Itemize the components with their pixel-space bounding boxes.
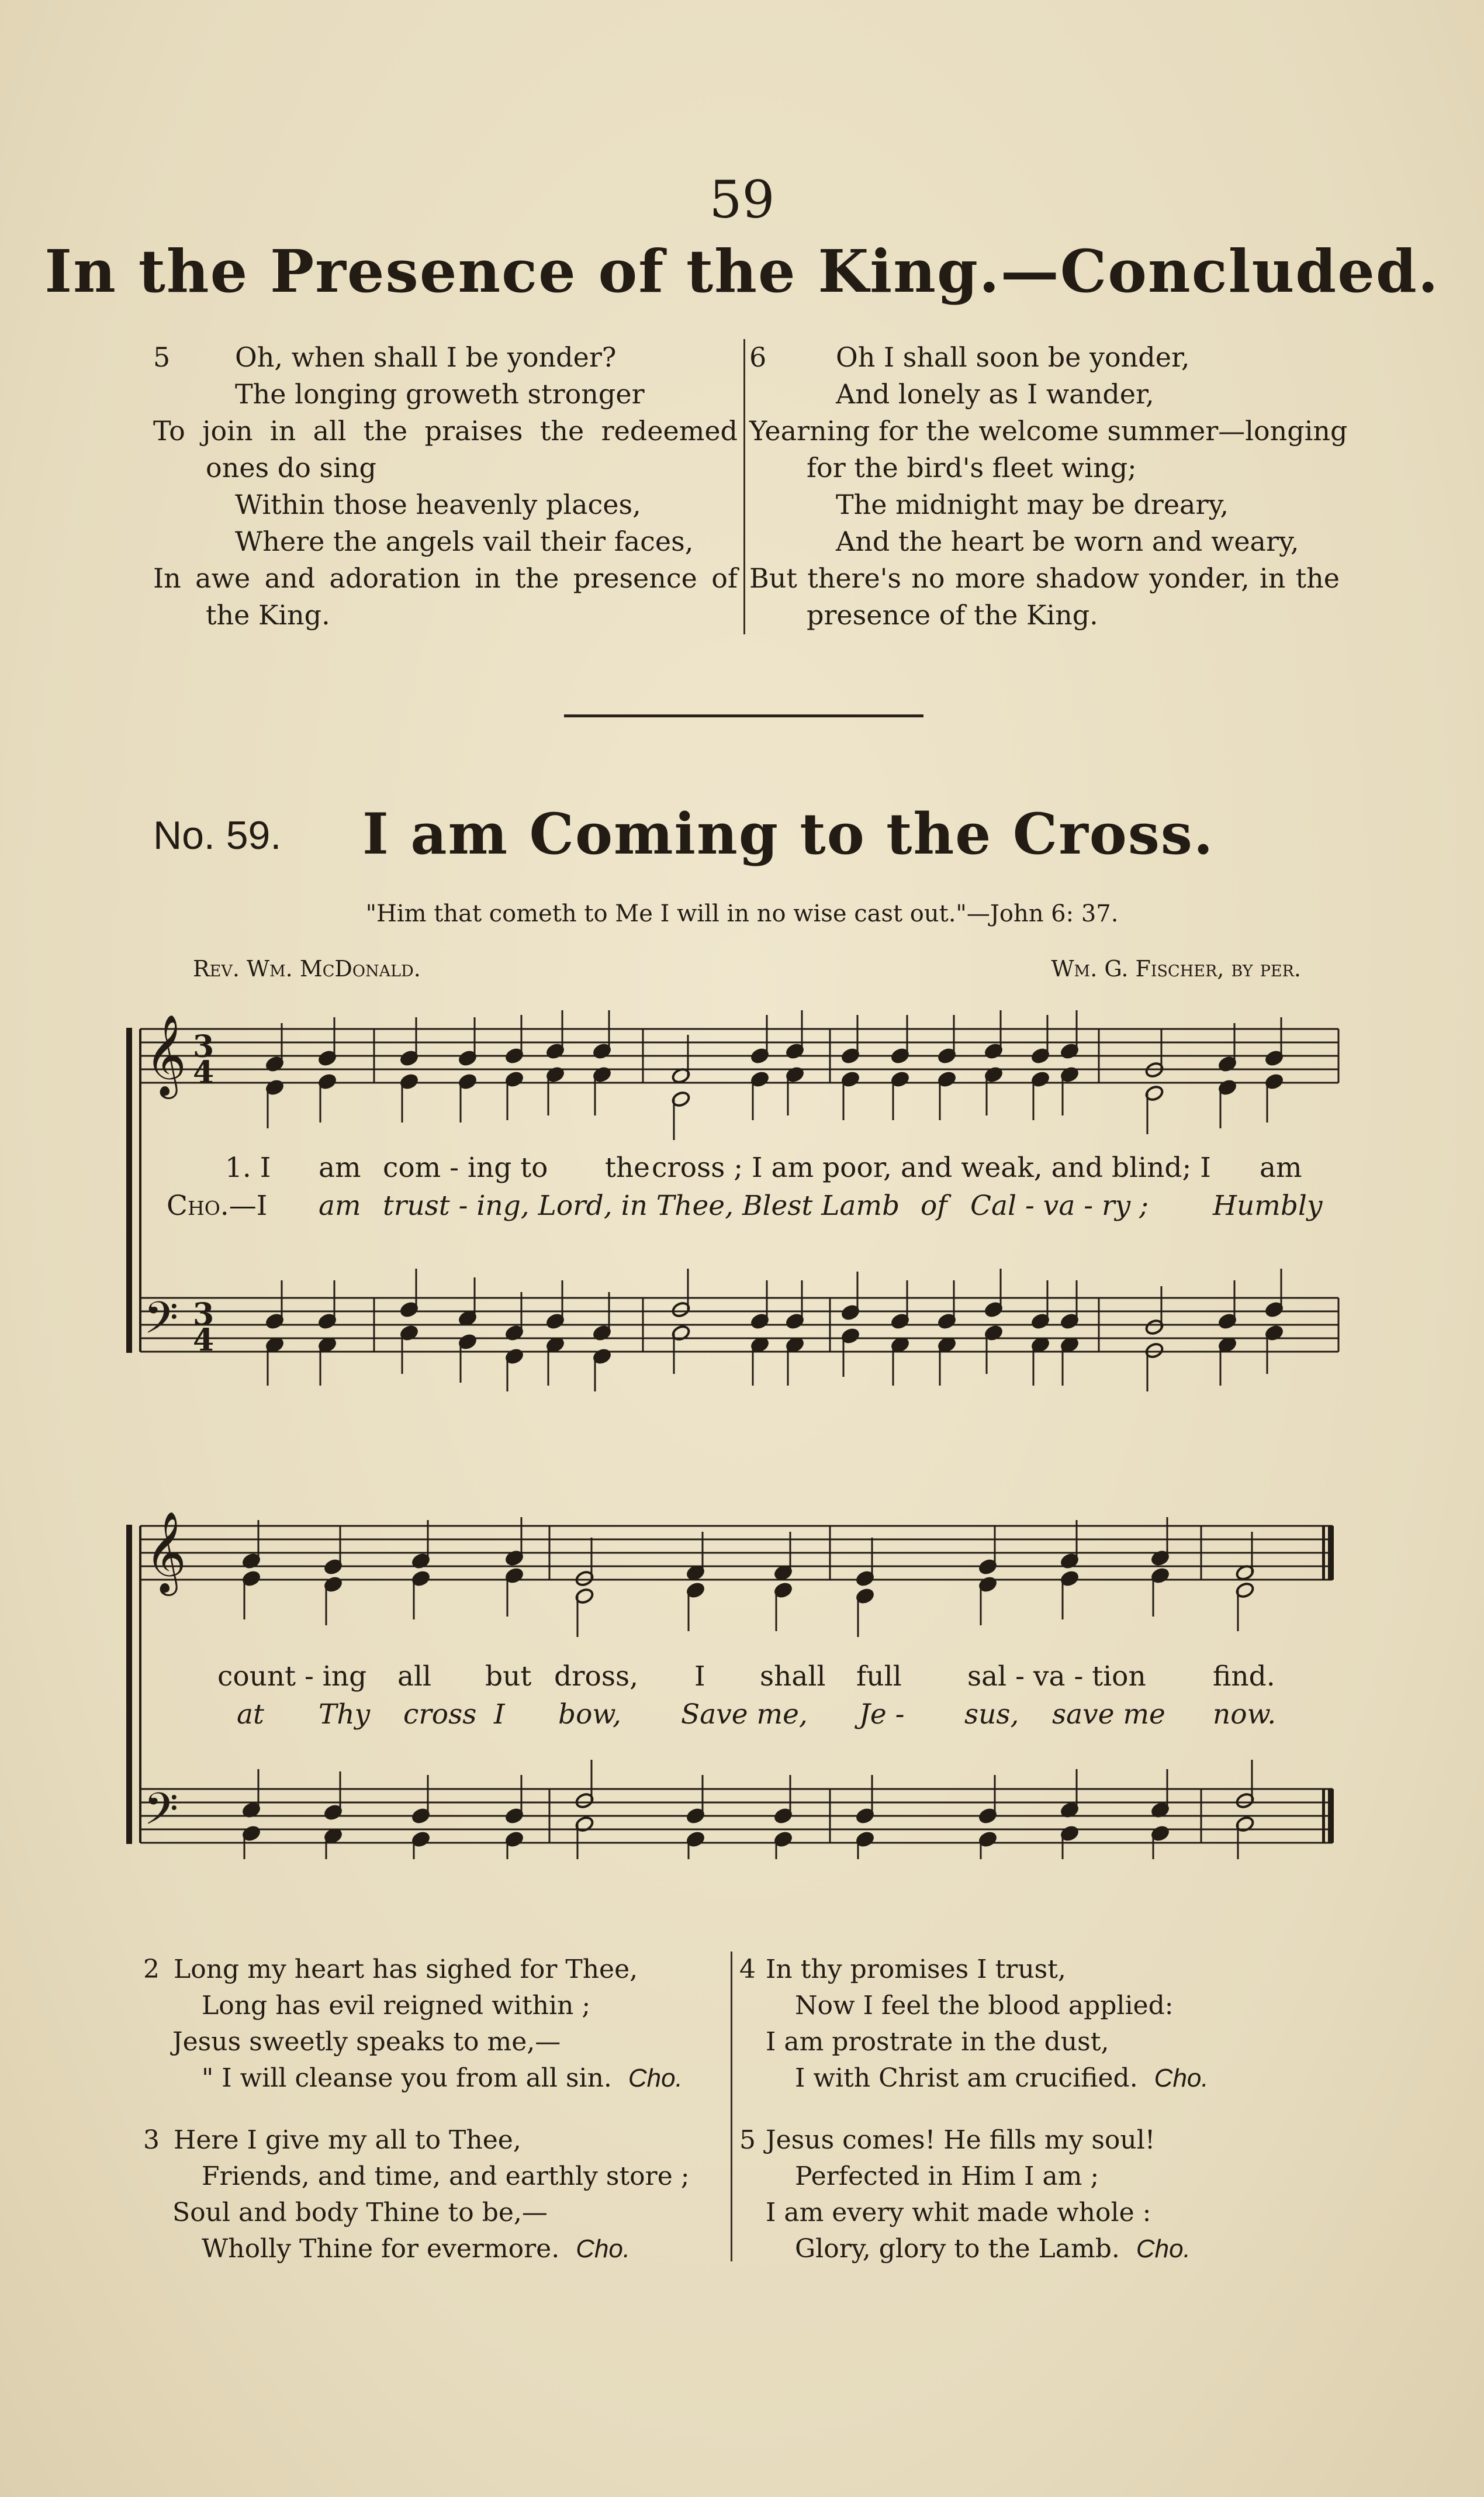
lyric-syllable: Save me, — [681, 1698, 808, 1731]
verse-line: The midnight may be dreary, — [836, 489, 1229, 520]
hymn-number: No. 59. — [153, 813, 282, 858]
verse-line: Soul and body Thine to be,— — [172, 2198, 548, 2227]
music-credit: Wm. G. Fischer, by per. — [1051, 956, 1301, 982]
brace-bar — [126, 1525, 132, 1844]
final-barline — [1322, 1526, 1334, 1843]
svg-text:3: 3 — [193, 1297, 215, 1332]
verse-line: Jesus comes! He fills my soul! — [766, 2125, 1156, 2155]
verse-line: Yearning for the welcome summer—longing — [749, 415, 1348, 447]
lyric-syllable: am — [319, 1152, 361, 1184]
lyric-syllable: now. — [1213, 1698, 1277, 1731]
verse-line: In thy promises I trust, — [766, 1954, 1066, 1984]
verse-line: I am prostrate in the dust, — [766, 2027, 1109, 2057]
lyric-syllable: save me — [1052, 1698, 1165, 1731]
svg-text:4: 4 — [193, 1055, 215, 1090]
verse-number: 4 — [739, 1954, 756, 1984]
lyric-syllable: trust - ing, Lord, in Thee, Blest Lamb — [383, 1190, 900, 1222]
continuation-title: In the Presence of the King.—Concluded. — [44, 237, 1440, 306]
lyric-syllable: cross ; I am poor, and weak, and blind; I — [652, 1152, 1211, 1184]
time-signature: 3 — [193, 1029, 215, 1065]
lyric-label: 1. I — [225, 1152, 271, 1184]
verse-line: " I will cleanse you from all sin. Cho. — [202, 2063, 683, 2093]
lyric-syllable: bow, — [558, 1698, 621, 1731]
lyric-syllable: of — [921, 1190, 947, 1222]
lyric-syllable: Je - — [859, 1698, 905, 1731]
verse-line: I am every whit made whole : — [766, 2198, 1151, 2227]
verse-line: Long my heart has sighed for Thee, — [174, 1954, 638, 1984]
epigraph: "Him that cometh to Me I will in no wise cast out."—John 6: 37. — [365, 900, 1119, 927]
lyric-syllable: com - ing to — [383, 1152, 548, 1184]
lyric-syllable: all — [397, 1660, 432, 1693]
lyric-syllable: I — [494, 1698, 505, 1731]
verse-line: And lonely as I wander, — [836, 378, 1154, 410]
lyric-syllable: Humbly — [1213, 1190, 1323, 1222]
lyric-syllable: I — [694, 1660, 705, 1693]
words-credit: Rev. Wm. McDonald. — [193, 956, 421, 982]
verse-line: To join in all the praises the redeemed — [153, 415, 738, 447]
verse-number: 5 — [153, 341, 171, 373]
verse-line: Glory, glory to the Lamb. Cho. — [795, 2234, 1191, 2264]
verse-line: I with Christ am crucified. Cho. — [795, 2063, 1209, 2093]
lyric-syllable: the — [605, 1152, 650, 1184]
verse-line: Friends, and time, and earthly store ; — [202, 2161, 690, 2191]
verse-line: Now I feel the blood applied: — [795, 1991, 1174, 2021]
verse-line: presence of the King. — [807, 599, 1098, 631]
lyric-syllable: full — [856, 1660, 902, 1693]
verse-line: Within those heavenly places, — [235, 489, 641, 520]
lyric-syllable: cross — [403, 1698, 477, 1731]
chorus-mark: Cho. — [628, 2064, 683, 2092]
verse-line: Long has evil reigned within ; — [202, 1991, 591, 2021]
lyric-syllable: but — [485, 1660, 532, 1693]
verse-line: Oh, when shall I be yonder? — [235, 341, 617, 373]
verse-line: Where the angels vail their faces, — [235, 526, 694, 557]
verse-line: Jesus sweetly speaks to me,— — [172, 2027, 561, 2057]
bass-clef-icon: 𝄢 — [144, 1292, 179, 1355]
verse-line: the King. — [206, 599, 330, 631]
verse-line: for the bird's fleet wing; — [807, 452, 1137, 483]
bass-clef-icon: 𝄢 — [144, 1783, 179, 1846]
verse-line: But there's no more shadow yonder, in the — [749, 562, 1340, 594]
lyric-syllable: am — [319, 1190, 361, 1222]
verse-number: 2 — [143, 1954, 160, 1984]
brace-bar — [126, 1028, 132, 1353]
treble-staff — [140, 1526, 1333, 1580]
verse-number: 3 — [143, 2125, 160, 2155]
treble-clef-icon: 𝄞 — [145, 1511, 186, 1593]
lyric-syllable: find. — [1213, 1660, 1275, 1693]
lyric-syllable: sal - va - tion — [967, 1660, 1146, 1693]
chorus-mark: Cho. — [576, 2234, 631, 2263]
lyric-syllable: Thy — [319, 1698, 371, 1731]
verse-line: The longing groweth stronger — [235, 378, 645, 410]
lyric-syllable: shall — [760, 1660, 826, 1693]
lyric-syllable: count - ing — [217, 1660, 367, 1693]
hymn-title: I am Coming to the Cross. — [362, 801, 1215, 867]
lyric-syllable: dross, — [554, 1660, 639, 1693]
svg-text:4: 4 — [193, 1322, 215, 1358]
chorus-mark: Cho. — [1154, 2064, 1209, 2092]
column-divider — [743, 339, 745, 634]
lyric-syllable: at — [237, 1698, 264, 1731]
verse-line: In awe and adoration in the presence of — [153, 562, 738, 594]
section-rule — [564, 714, 923, 717]
lyric-syllable: sus, — [964, 1698, 1019, 1731]
column-divider — [731, 1952, 732, 2261]
chorus-label: Cho.—I — [167, 1190, 268, 1222]
page-number: 59 — [709, 170, 775, 230]
verse-number: 6 — [749, 341, 767, 373]
verse-line: And the heart be worn and weary, — [836, 526, 1299, 557]
lyric-syllable: Cal - va - ry ; — [970, 1190, 1149, 1222]
lyric-syllable: am — [1260, 1152, 1302, 1184]
verse-line: Wholly Thine for evermore. Cho. — [202, 2234, 631, 2264]
verse-number: 5 — [739, 2125, 756, 2155]
treble-clef-icon: 𝄞 — [145, 1014, 186, 1096]
verse-line: Perfected in Him I am ; — [795, 2161, 1099, 2191]
verse-line: ones do sing — [206, 452, 376, 483]
verse-line: Here I give my all to Thee, — [174, 2125, 521, 2155]
verse-line: Oh I shall soon be yonder, — [836, 341, 1190, 373]
chorus-mark: Cho. — [1136, 2234, 1191, 2263]
